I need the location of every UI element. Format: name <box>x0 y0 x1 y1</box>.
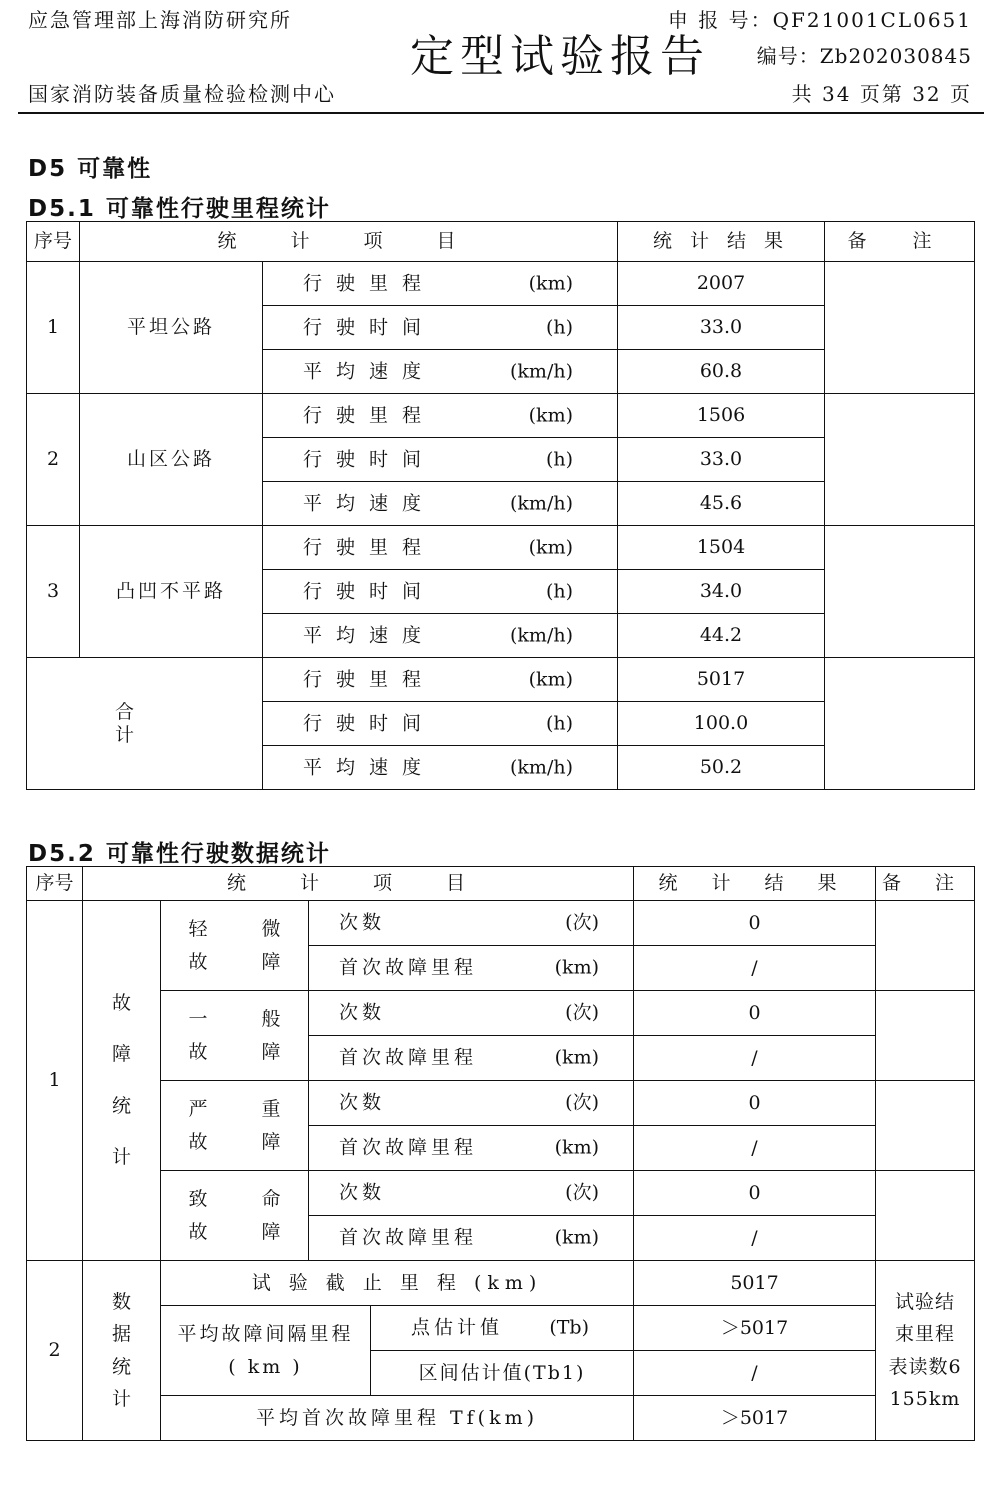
item-label: 行驶时间 <box>303 316 436 339</box>
result-value: 0 <box>634 1171 876 1216</box>
remark-cell <box>825 394 975 526</box>
result-value: 60.8 <box>618 350 825 394</box>
subsection-heading-2: D5.2 可靠性行驶数据统计 <box>28 841 331 867</box>
item-unit: (km) <box>554 1136 599 1159</box>
item-cell <box>309 1171 634 1216</box>
cutoff-mileage-value: 5017 <box>634 1261 876 1306</box>
data-category: 数据统计 <box>83 1261 161 1441</box>
fault-type: 轻微 故障 <box>161 901 309 991</box>
item-cell <box>263 702 618 746</box>
item-label: 首次故障里程 <box>339 1226 478 1249</box>
group-name: 凸凹不平路 <box>80 526 263 658</box>
item-label: 首次故障里程 <box>339 1046 478 1069</box>
cutoff-mileage-label: 试 验 截 止 里 程 (km) <box>161 1261 634 1306</box>
group-seq: 2 <box>27 1261 83 1441</box>
item-unit: (h) <box>545 448 573 471</box>
item-label: 行驶时间 <box>303 448 436 471</box>
apply-number: 申 报 号：QF21001CL0651 <box>667 8 972 32</box>
fault-category: 故障统计 <box>83 901 161 1261</box>
item-label: 平均速度 <box>303 756 436 779</box>
header-item: 统 计 项 目 <box>80 222 618 262</box>
item-label: 首次故障里程 <box>339 1136 478 1159</box>
org-name-top: 应急管理部上海消防研究所 <box>28 8 292 32</box>
item-label: 行驶时间 <box>303 580 436 603</box>
result-value: 0 <box>634 901 876 946</box>
result-value: 100.0 <box>618 702 825 746</box>
item-unit: (次) <box>565 1181 599 1204</box>
remark-cell <box>876 1261 975 1441</box>
item-unit: (km) <box>528 272 573 295</box>
item-cell <box>263 438 618 482</box>
remark-cell <box>876 901 975 991</box>
item-label: 平均速度 <box>303 624 436 647</box>
item-cell <box>309 901 634 946</box>
item-label: 首次故障里程 <box>339 956 478 979</box>
table-header-row <box>27 222 975 262</box>
item-label: 次数 <box>339 1001 386 1024</box>
table-row <box>27 1261 975 1306</box>
item-unit: (km) <box>554 956 599 979</box>
header-remark: 备 注 <box>825 222 975 262</box>
fault-type: 一般 故障 <box>161 991 309 1081</box>
item-cell <box>263 306 618 350</box>
group-seq: 3 <box>27 526 80 658</box>
item-cell <box>263 746 618 790</box>
item-cell <box>309 1126 634 1171</box>
table-header-row <box>27 867 975 901</box>
header-result: 统 计 结 果 <box>634 867 876 901</box>
total-label: 合 计 <box>27 658 263 790</box>
header-result: 统 计 结 果 <box>618 222 825 262</box>
report-title: 定型试验报告 <box>410 31 710 82</box>
result-value: 33.0 <box>618 306 825 350</box>
group-seq: 2 <box>27 394 80 526</box>
result-value: 50.2 <box>618 746 825 790</box>
item-cell <box>263 350 618 394</box>
mtbf-text: 平均故障间隔里程 <box>177 1323 354 1346</box>
item-label: 点估计值 <box>411 1316 504 1339</box>
item-unit: (km/h) <box>510 492 573 515</box>
item-cell <box>309 946 634 991</box>
item-cell <box>263 526 618 570</box>
table-row <box>27 901 975 946</box>
item-unit: (km) <box>528 536 573 559</box>
item-unit: (km/h) <box>510 624 573 647</box>
header-seq: 序号 <box>27 867 83 901</box>
header-item: 统 计 项 目 <box>83 867 634 901</box>
item-unit: (h) <box>545 580 573 603</box>
group-name: 平坦公路 <box>80 262 263 394</box>
result-value: / <box>634 946 876 991</box>
item-cell <box>309 991 634 1036</box>
item-unit: (km/h) <box>510 756 573 779</box>
fault-type: 致命 故障 <box>161 1171 309 1261</box>
serial-number: 编号：Zb202030845 <box>756 44 972 68</box>
mtbf-label <box>161 1306 371 1396</box>
header-seq: 序号 <box>27 222 80 262</box>
remark-cell <box>825 526 975 658</box>
group-seq: 1 <box>27 901 83 1261</box>
result-value: 34.0 <box>618 570 825 614</box>
result-value: 5017 <box>618 658 825 702</box>
item-unit: (km) <box>528 668 573 691</box>
remark-cell <box>876 1081 975 1171</box>
item-unit: (km) <box>554 1046 599 1069</box>
item-label: 行驶里程 <box>303 404 436 427</box>
page-info: 共 34 页第 32 页 <box>791 82 972 106</box>
header-rule <box>18 112 984 114</box>
table-row <box>27 1306 975 1351</box>
item-cell <box>309 1036 634 1081</box>
item-cell <box>371 1306 634 1351</box>
item-unit: (km/h) <box>510 360 573 383</box>
item-unit: (Tb) <box>549 1316 589 1339</box>
result-value: 2007 <box>618 262 825 306</box>
item-label: 行驶里程 <box>303 272 436 295</box>
remark-cell <box>876 1171 975 1261</box>
item-label: 行驶时间 <box>303 712 436 735</box>
reliability-data-table <box>26 866 975 1441</box>
item-label: 次数 <box>339 1091 386 1114</box>
item-cell <box>309 1081 634 1126</box>
item-unit: (km) <box>554 1226 599 1249</box>
item-cell <box>263 614 618 658</box>
interval-estimate-label: 区间估计值(Tb1) <box>371 1351 634 1396</box>
item-cell <box>263 262 618 306</box>
item-cell <box>263 658 618 702</box>
item-cell <box>263 394 618 438</box>
remark-cell <box>876 991 975 1081</box>
header-remark: 备 注 <box>876 867 975 901</box>
result-value: 1506 <box>618 394 825 438</box>
table-row <box>27 1171 975 1216</box>
avg-first-fault-value: ＞5017 <box>634 1396 876 1441</box>
remark-cell <box>825 262 975 394</box>
item-unit: (次) <box>565 1091 599 1114</box>
remark-text: 试验结束里程表读数6155km <box>888 1290 962 1410</box>
result-value: 1504 <box>618 526 825 570</box>
item-unit: (km) <box>528 404 573 427</box>
table-row <box>27 991 975 1036</box>
table-row <box>27 1396 975 1441</box>
table-row <box>27 658 975 702</box>
subsection-heading-1: D5.1 可靠性行驶里程统计 <box>28 196 331 222</box>
mileage-table <box>26 221 975 790</box>
item-unit: (h) <box>545 316 573 339</box>
item-label: 次数 <box>339 911 386 934</box>
table-row <box>27 262 975 306</box>
item-unit: (次) <box>565 1001 599 1024</box>
section-heading: D5 可靠性 <box>28 156 153 182</box>
table-row <box>27 526 975 570</box>
item-unit: (h) <box>545 712 573 735</box>
remark-cell <box>825 658 975 790</box>
group-name: 山区公路 <box>80 394 263 526</box>
item-label: 行驶里程 <box>303 536 436 559</box>
item-unit: (次) <box>565 911 599 934</box>
point-estimate-value: ＞5017 <box>634 1306 876 1351</box>
table-row <box>27 394 975 438</box>
result-value: 33.0 <box>618 438 825 482</box>
result-value: 0 <box>634 991 876 1036</box>
result-value: / <box>634 1036 876 1081</box>
result-value: 44.2 <box>618 614 825 658</box>
result-value: 45.6 <box>618 482 825 526</box>
result-value: / <box>634 1126 876 1171</box>
item-label: 平均速度 <box>303 360 436 383</box>
item-label: 行驶里程 <box>303 668 436 691</box>
mtbf-unit: ( km ) <box>228 1355 303 1378</box>
item-cell <box>263 570 618 614</box>
avg-first-fault-label: 平均首次故障里程 Tf(km) <box>161 1396 634 1441</box>
result-value: 0 <box>634 1081 876 1126</box>
item-label: 次数 <box>339 1181 386 1204</box>
fault-type: 严重 故障 <box>161 1081 309 1171</box>
item-label: 平均速度 <box>303 492 436 515</box>
item-cell <box>309 1216 634 1261</box>
interval-estimate-value: / <box>634 1351 876 1396</box>
org-name-bottom: 国家消防装备质量检验检测中心 <box>28 82 336 106</box>
item-cell <box>263 482 618 526</box>
result-value: / <box>634 1216 876 1261</box>
group-seq: 1 <box>27 262 80 394</box>
table-row <box>27 1081 975 1126</box>
